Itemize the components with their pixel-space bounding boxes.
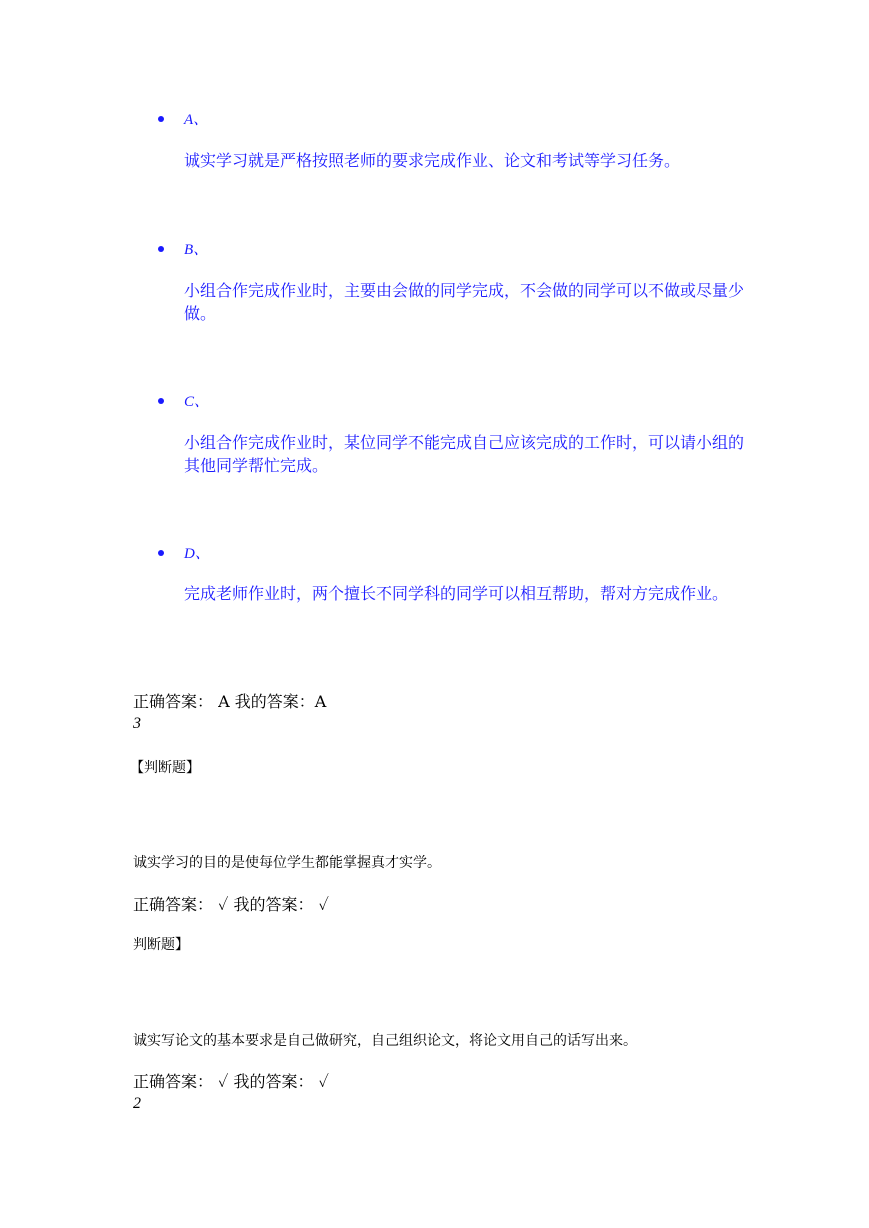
- option-c-text[interactable]: 小组合作完成作业时，某位同学不能完成自己应该完成的工作时，可以请小组的其他同学帮忙完成。: [184, 433, 745, 475]
- option-a-letter: A、: [184, 112, 209, 128]
- q3-answer: 正确答案： ✓ 我的答案： ✓: [133, 895, 329, 914]
- q4-type: 判断题】: [133, 937, 189, 953]
- q3-type: 【判断题】: [130, 760, 200, 776]
- q4-answer: 正确答案： ✓ 我的答案： ✓: [133, 1072, 329, 1091]
- q1-answer: 正确答案： A 我的答案：A: [133, 692, 327, 711]
- option-a-bullet: [158, 116, 164, 122]
- option-c-bullet: [158, 398, 164, 404]
- option-d-letter: D、: [184, 546, 210, 562]
- q3-stem: 诚实学习的目的是使每位学生都能掌握真才实学。: [133, 855, 441, 871]
- option-b-letter: B、: [184, 242, 209, 258]
- option-d-bullet: [158, 550, 164, 556]
- next-question-number: 2: [133, 1095, 141, 1112]
- option-a-text[interactable]: 诚实学习就是严格按照老师的要求完成作业、论文和考试等学习任务。: [184, 151, 681, 170]
- option-b-bullet: [158, 246, 164, 252]
- option-c-letter: C、: [184, 394, 210, 410]
- q3-number: 3: [133, 715, 141, 732]
- q4-stem: 诚实写论文的基本要求是自己做研究，自己组织论文，将论文用自己的话写出来。: [133, 1033, 637, 1049]
- option-b-text[interactable]: 小组合作完成作业时，主要由会做的同学完成，不会做的同学可以不做或尽量少做。: [184, 281, 745, 323]
- option-d-text[interactable]: 完成老师作业时，两个擅长不同学科的同学可以相互帮助，帮对方完成作业。: [184, 584, 729, 603]
